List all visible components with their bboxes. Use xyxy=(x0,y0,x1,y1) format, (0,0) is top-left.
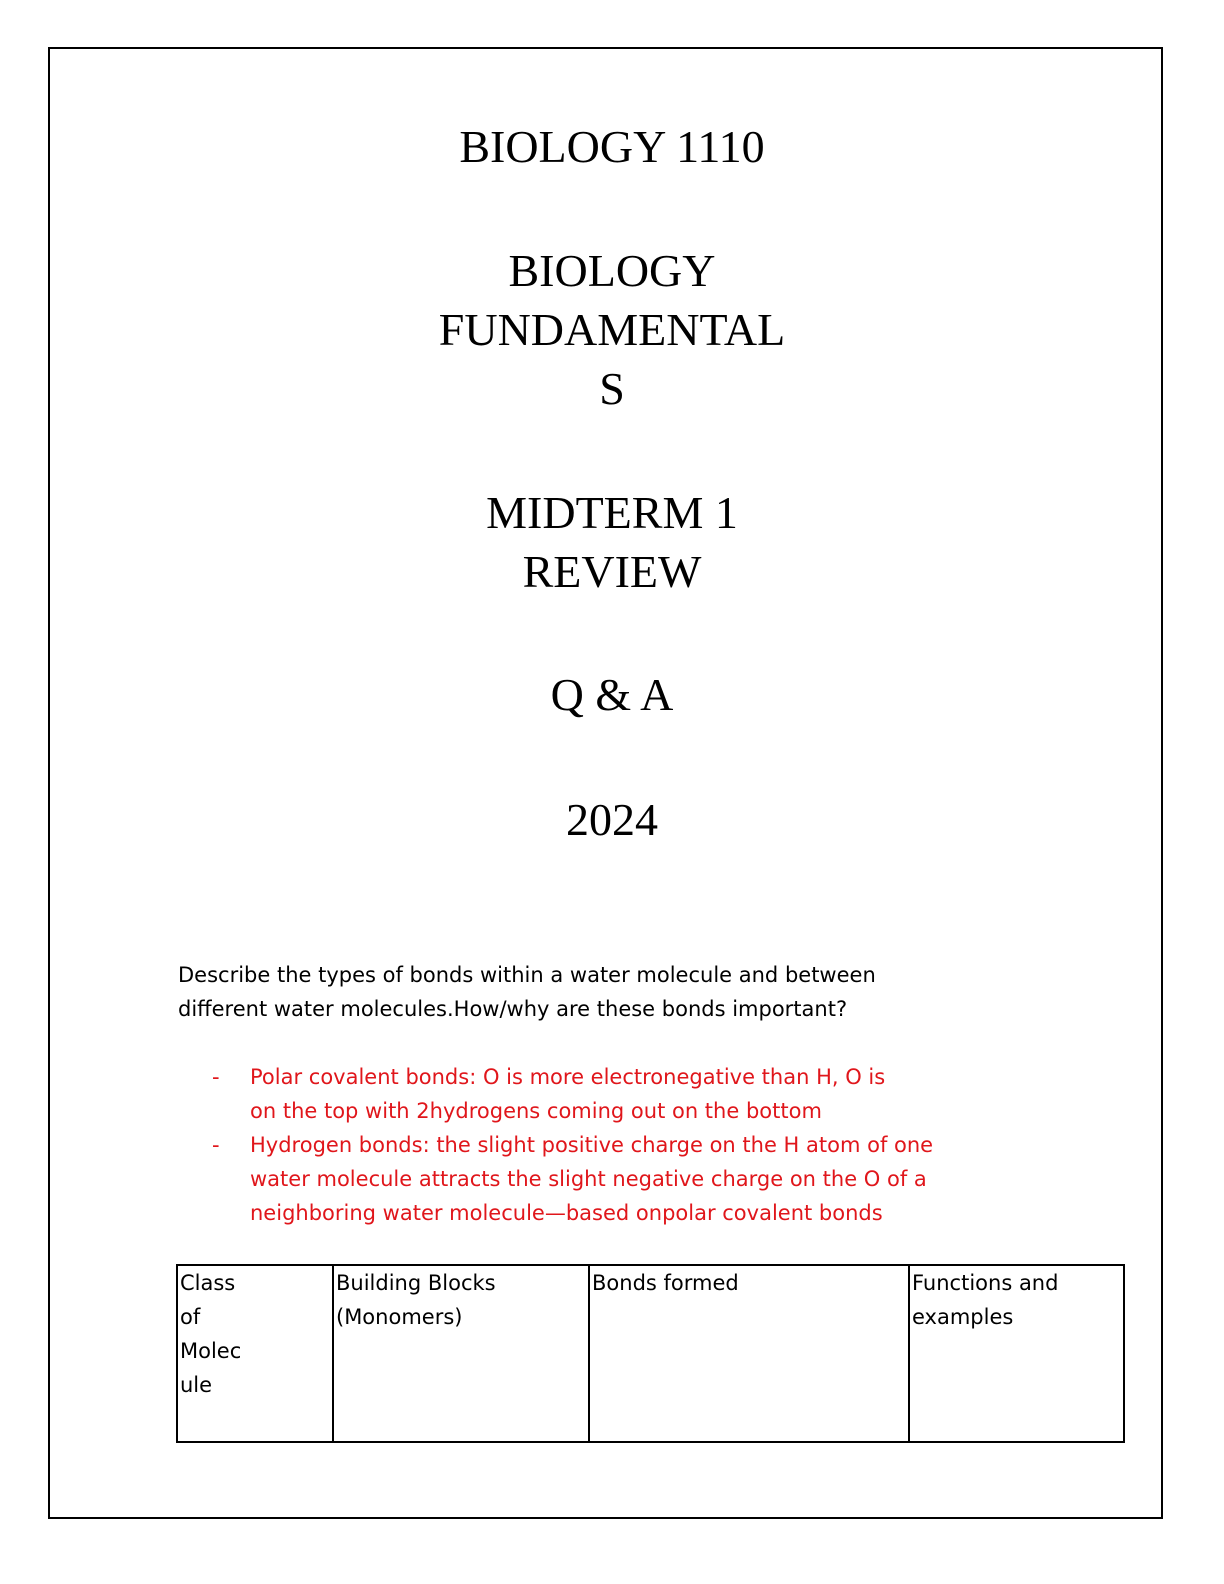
answer-line: neighboring water molecule—based onpolar covalent bonds xyxy=(250,1201,883,1225)
header-text: ule xyxy=(180,1373,213,1397)
subject-line-2: FUNDAMENTAL xyxy=(438,304,786,355)
answer-line: on the top with 2hydrogens coming out on the bottom xyxy=(250,1099,822,1123)
header-building-blocks xyxy=(333,1265,589,1442)
table-header-row xyxy=(177,1265,1124,1442)
subject-title xyxy=(0,241,1224,418)
question-text xyxy=(178,958,998,1026)
format-label: Q & A xyxy=(550,669,674,720)
header-text: Building Blocks xyxy=(336,1271,496,1295)
molecule-class-table xyxy=(176,1264,1125,1443)
year-label: 2024 xyxy=(566,794,658,845)
answer-line: Polar covalent bonds: O is more electronegative than H, O is xyxy=(250,1065,886,1089)
question-line-1: Describe the types of bonds within a water molecule and between xyxy=(178,963,876,987)
bullet-dash: - xyxy=(212,1065,220,1089)
header-text: Bonds formed xyxy=(592,1271,739,1295)
course-code: BIOLOGY 1110 xyxy=(459,121,765,172)
answer-line: water molecule attracts the slight negative charge on the O of a xyxy=(250,1167,927,1191)
header-text: Molec xyxy=(180,1339,242,1363)
header-class-of-molecule xyxy=(177,1265,333,1442)
answer-item-hydrogen-bonds xyxy=(210,1128,1010,1230)
header-text: (Monomers) xyxy=(336,1305,463,1329)
header-text: Functions and xyxy=(912,1271,1059,1295)
header-functions-examples xyxy=(909,1265,1124,1442)
question-line-2: different water molecules.How/why are these bonds important? xyxy=(178,997,848,1021)
header-bonds-formed xyxy=(589,1265,909,1442)
header-text: Class xyxy=(180,1271,236,1295)
subject-line-1: BIOLOGY xyxy=(508,245,716,296)
answer-item-polar-covalent xyxy=(210,1060,1010,1128)
bullet-dash: - xyxy=(212,1133,220,1157)
answer-list xyxy=(210,1060,1010,1230)
year-title xyxy=(0,790,1224,849)
course-title xyxy=(0,117,1224,176)
exam-line-1: MIDTERM 1 xyxy=(486,487,738,538)
header-text: examples xyxy=(912,1305,1014,1329)
format-title xyxy=(0,665,1224,724)
exam-title xyxy=(0,483,1224,601)
subject-line-3: S xyxy=(599,363,625,414)
answer-line: Hydrogen bonds: the slight positive charge on the H atom of one xyxy=(250,1133,934,1157)
exam-line-2: REVIEW xyxy=(522,546,702,597)
header-text: of xyxy=(180,1305,201,1329)
